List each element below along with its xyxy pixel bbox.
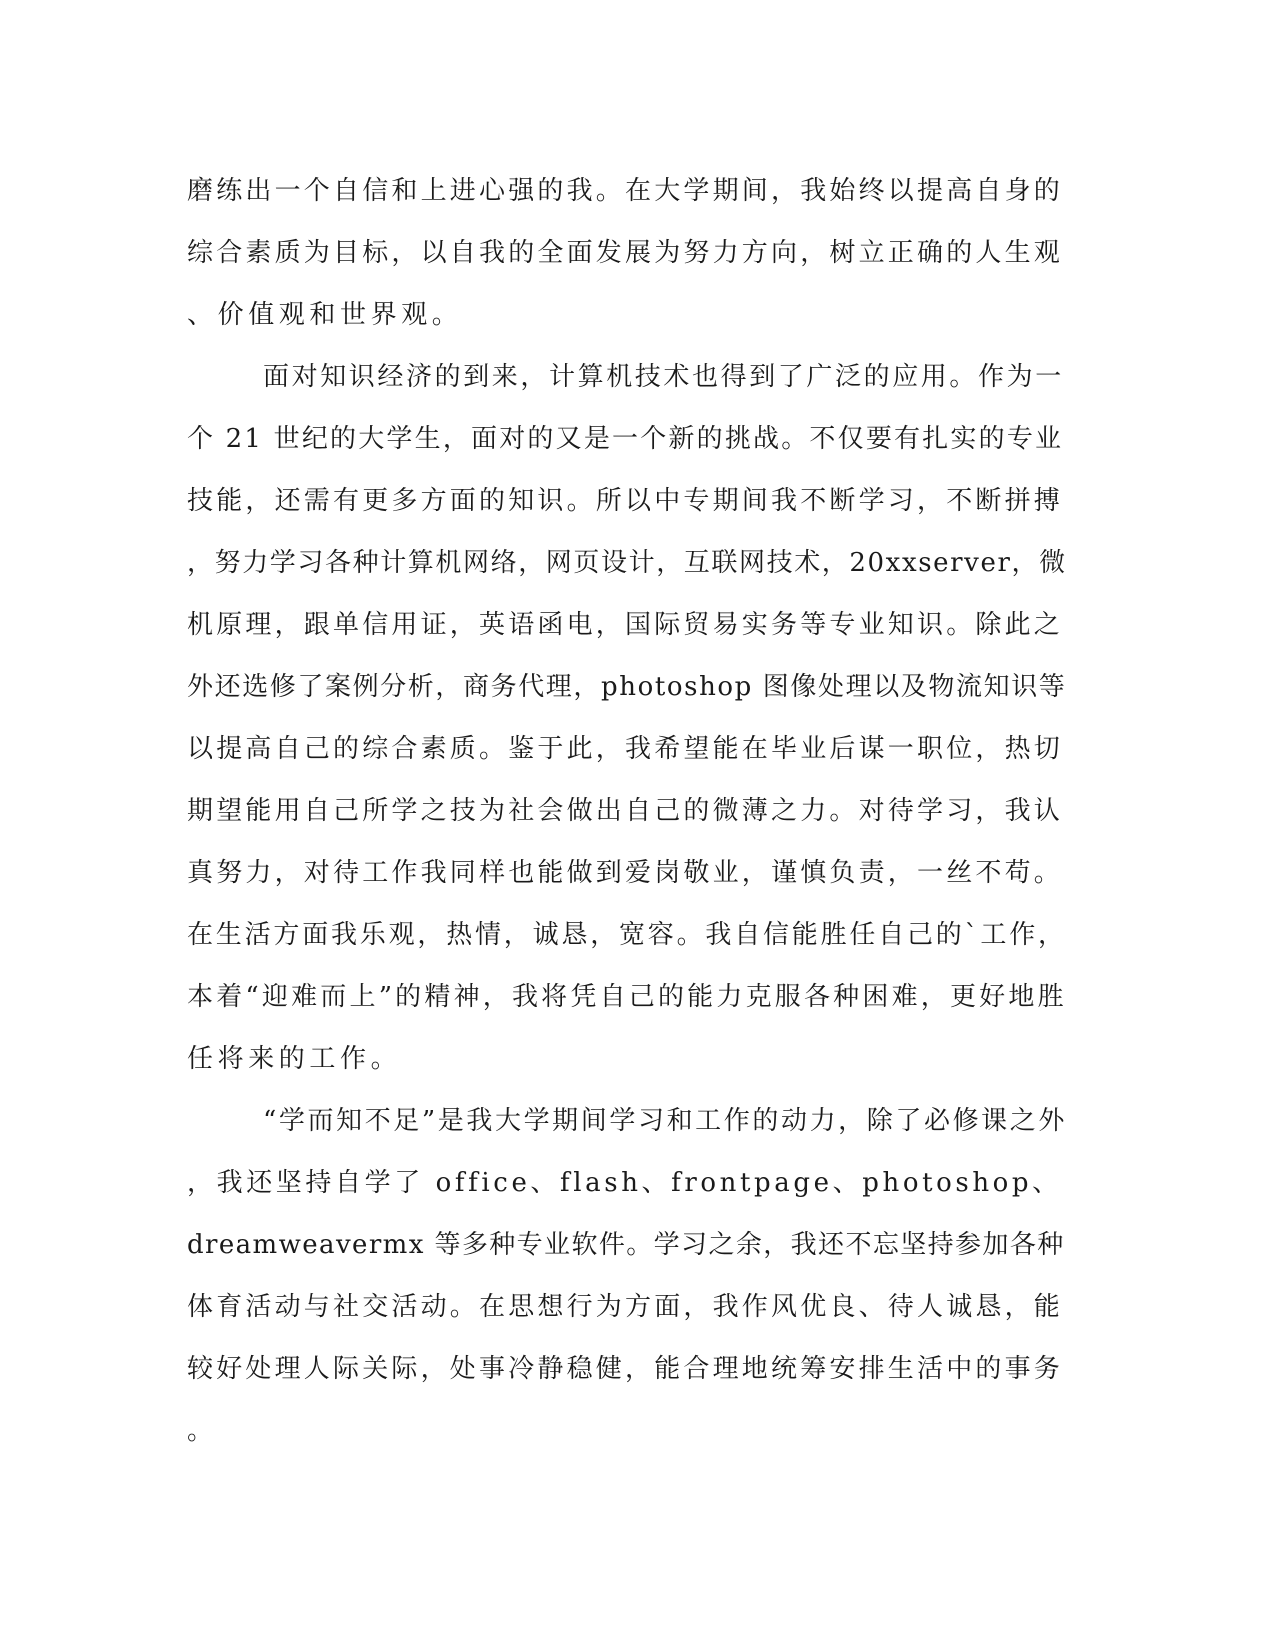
text-line: ，努力学习各种计算机网络，网页设计，互联网技术，20xxserver，微 — [187, 548, 1067, 578]
text-line: 、价值观和世界观。 — [187, 300, 463, 330]
text-line: ，我还坚持自学了 office、flash、frontpage、photoshop、 — [187, 1168, 1062, 1198]
text-line: 体育活动与社交活动。在思想行为方面，我作风优良、待人诚恳，能 — [187, 1292, 1064, 1322]
text-line: 磨练出一个自信和上进心强的我。在大学期间，我始终以提高自身的 — [187, 176, 1064, 206]
text-line: 机原理，跟单信用证，英语函电，国际贸易实务等专业知识。除此之 — [187, 610, 1064, 640]
text-line: 以提高自己的综合素质。鉴于此，我希望能在毕业后谋一职位，热切 — [187, 734, 1064, 764]
text-line: 在生活方面我乐观，热情，诚恳，宽容。我自信能胜任自己的`工作， — [187, 920, 1067, 950]
text-line: 个 21 世纪的大学生，面对的又是一个新的挑战。不仅要有扎实的专业 — [187, 424, 1064, 454]
text-line: 较好处理人际关际，处事冷静稳健，能合理地统筹安排生活中的事务 — [187, 1354, 1064, 1384]
paragraph-first-line: “学而知不足”是我大学期间学习和工作的动力，除了必修课之外 — [263, 1106, 1067, 1136]
text-line: 技能，还需有更多方面的知识。所以中专期间我不断学习，不断拼搏 — [187, 486, 1064, 516]
text-line: 本着“迎难而上”的精神，我将凭自己的能力克服各种困难，更好地胜 — [187, 982, 1067, 1012]
paragraph-first-line: 面对知识经济的到来，计算机技术也得到了广泛的应用。作为一 — [263, 362, 1064, 392]
text-line: 期望能用自己所学之技为社会做出自己的微薄之力。对待学习，我认 — [187, 796, 1064, 826]
text-line: 任将来的工作。 — [187, 1044, 402, 1074]
text-line: dreamweavermx 等多种专业软件。学习之余，我还不忘坚持参加各种 — [187, 1230, 1065, 1260]
text-line: 外还选修了案例分析，商务代理，photoshop 图像处理以及物流知识等 — [187, 672, 1067, 702]
body-text — [187, 160, 1067, 1462]
text-line: 真努力，对待工作我同样也能做到爱岗敬业，谨慎负责，一丝不苟。 — [187, 858, 1064, 888]
text-line: 。 — [187, 1416, 218, 1446]
text-line: 综合素质为目标，以自我的全面发展为努力方向，树立正确的人生观 — [187, 238, 1064, 268]
